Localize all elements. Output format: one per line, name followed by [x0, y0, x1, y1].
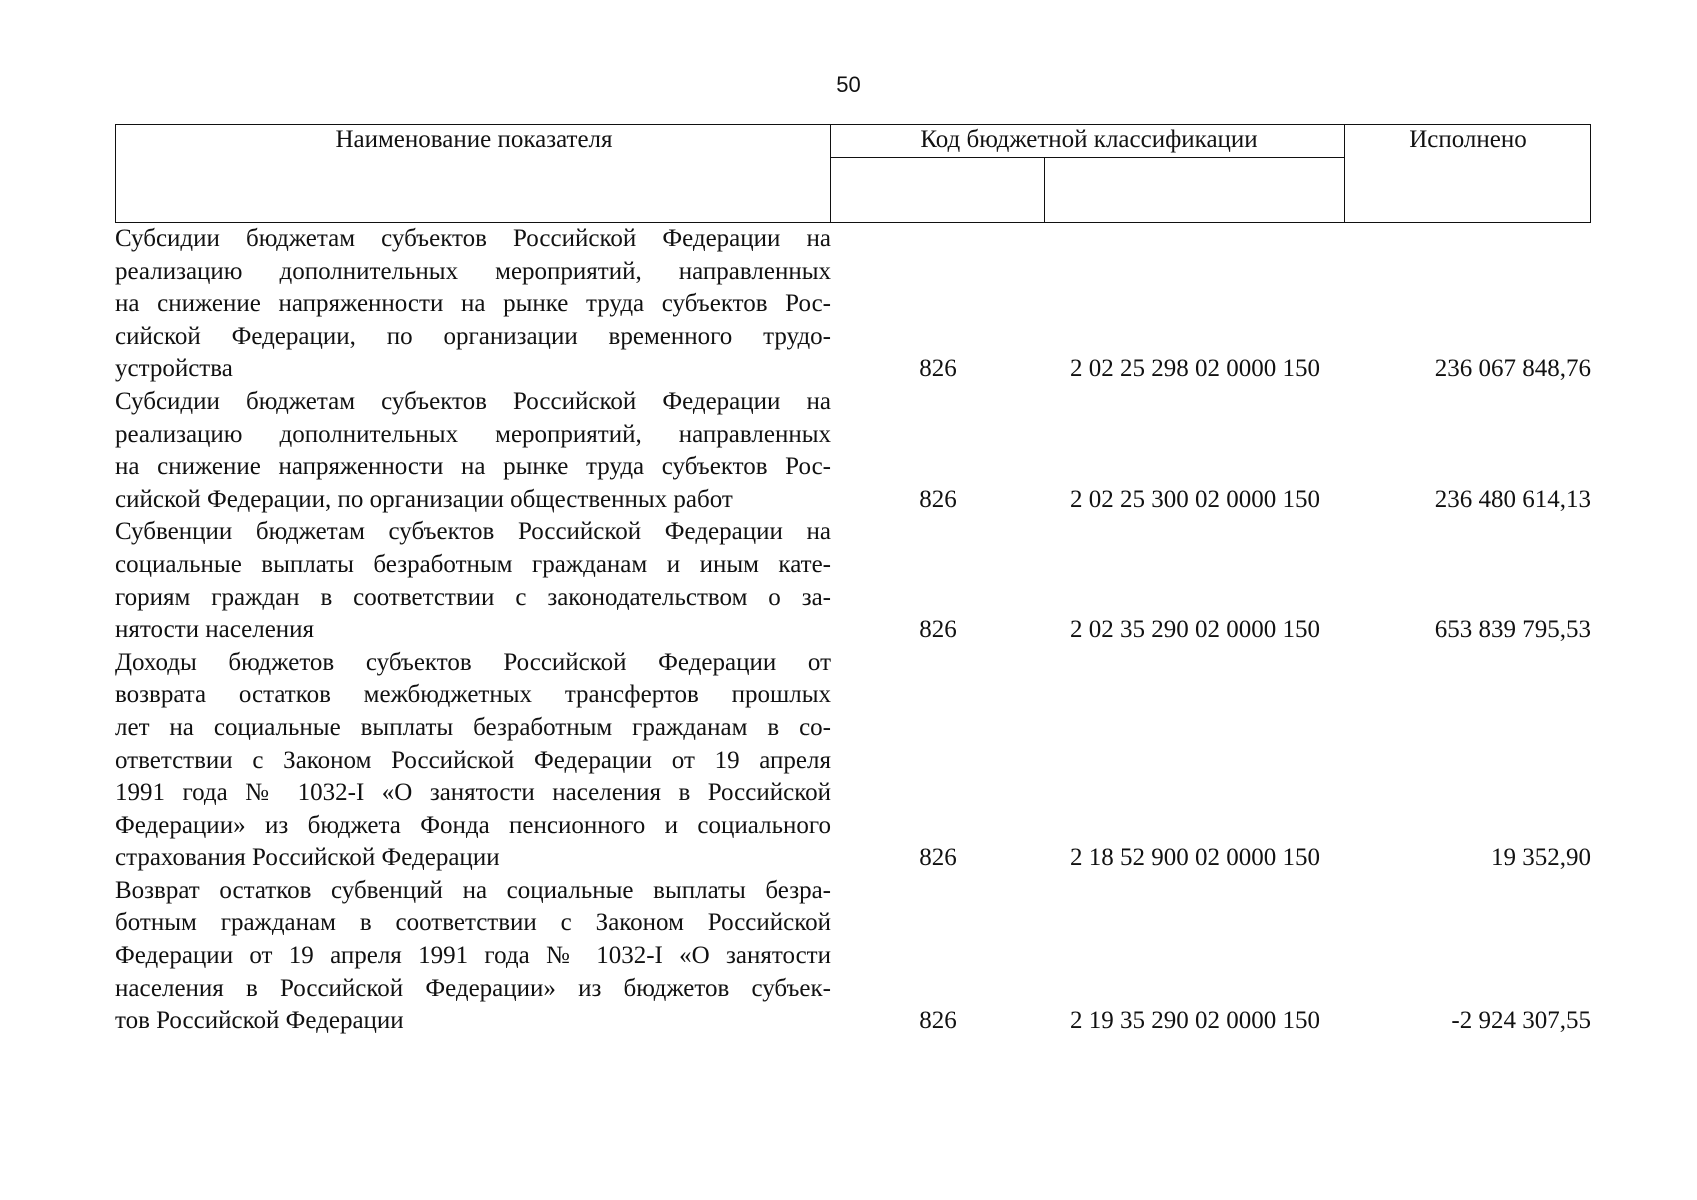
row-budget-code: 2 02 35 290 02 0000 150	[1070, 616, 1320, 644]
header-divider	[1344, 125, 1345, 222]
row-admin-code: 826	[919, 844, 957, 872]
row-indicator-name: Субсидии бюджетам субъектов Российской Федерации на реализацию дополнительных мероприятий, направленных на снижение напряженности на рынке труда субъектов Рос- сийской Федерации, по организации общественных работ	[115, 387, 831, 513]
row-admin-code: 826	[919, 1007, 957, 1035]
header-name-column: Наименование показателя	[335, 126, 613, 153]
row-amount: 653 839 795,53	[1434, 616, 1591, 644]
row-amount: 236 067 848,76	[1434, 355, 1591, 383]
table-row	[115, 647, 1591, 875]
table-header	[115, 124, 1591, 223]
header-executed-column: Исполнено	[1409, 126, 1527, 153]
header-classification-column: Код бюджетной классификации	[920, 126, 1258, 153]
header-divider	[1044, 157, 1045, 222]
header-subdivider	[830, 157, 1344, 158]
row-admin-code: 826	[919, 485, 957, 513]
row-admin-code: 826	[919, 355, 957, 383]
header-divider	[830, 125, 831, 222]
table-row	[115, 516, 1591, 646]
table-body	[115, 223, 1591, 1038]
table-row	[115, 875, 1591, 1038]
row-budget-code: 2 19 35 290 02 0000 150	[1070, 1007, 1320, 1035]
table-row	[115, 223, 1591, 386]
page-number: 50	[836, 72, 861, 97]
row-indicator-name: Субсидии бюджетам субъектов Российской Федерации на реализацию дополнительных мероприятий, направленных на снижение напряженности на рынке труда субъектов Рос- сийской Федерации, по организации временного трудо- устройства	[115, 225, 831, 383]
row-indicator-name: Субвенции бюджетам субъектов Российской Федерации на социальные выплаты безработным гражданам и иным кате- гориям граждан в соответствии с законодательством о за- нятости населения	[115, 518, 831, 644]
row-amount: 236 480 614,13	[1434, 485, 1591, 513]
row-budget-code: 2 02 25 298 02 0000 150	[1070, 355, 1320, 383]
row-admin-code: 826	[919, 616, 957, 644]
row-budget-code: 2 02 25 300 02 0000 150	[1070, 485, 1320, 513]
row-indicator-name: Доходы бюджетов субъектов Российской Федерации от возврата остатков межбюджетных трансфертов прошлых лет на социальные выплаты безработным гражданам в со- ответствии с Законом Российской Федерации от 19 апреля 1991 года № 1032-I «О занятости населения в Российской Федерации» из бюджета Фонда пенсионного и социального страхования Российской Федерации	[115, 648, 831, 872]
row-amount: 19 352,90	[1491, 844, 1591, 872]
table-row	[115, 386, 1591, 516]
row-budget-code: 2 18 52 900 02 0000 150	[1070, 844, 1320, 872]
row-amount: -2 924 307,55	[1451, 1007, 1591, 1035]
row-indicator-name: Возврат остатков субвенций на социальные выплаты безра- ботным гражданам в соответствии с Законом Российской Федерации от 19 апреля 1991 года № 1032-I «О занятости населения в Российской Федерации» из бюджетов субъек- тов Российской Федерации	[115, 876, 831, 1035]
